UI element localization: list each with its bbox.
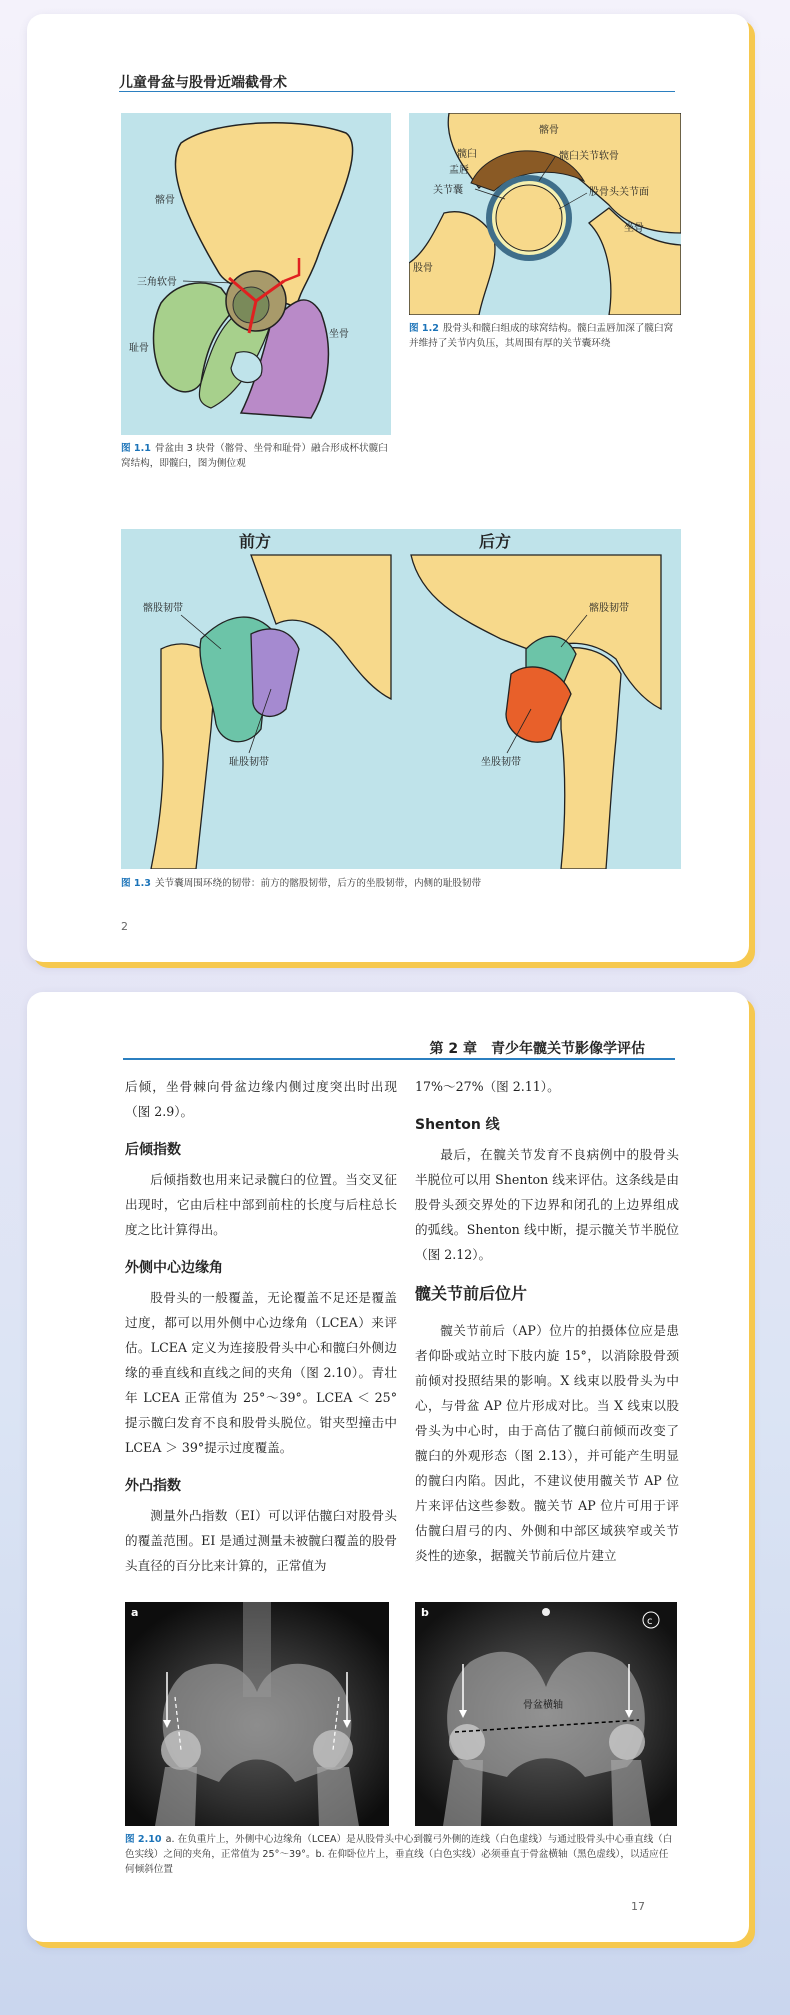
page-number: 17 — [631, 1900, 645, 1913]
section-heading: Shenton 线 — [415, 1117, 500, 1133]
header-rule — [119, 91, 675, 92]
label-iliofemoral-back: 髂股韧带 — [589, 603, 629, 614]
label-triradiate: 三角软骨 — [137, 277, 177, 288]
text-column-right — [415, 1074, 679, 1568]
paragraph: 后倾指数也用来记录髋臼的位置。当交叉征出现时，它由后柱中部到前柱的长度与后柱总长度之比计算得出。 — [125, 1172, 397, 1237]
running-head: 第 2 章 青少年髋关节影像学评估 — [429, 1041, 645, 1057]
section-heading: 外侧中心边缘角 — [125, 1260, 223, 1276]
label-ischium: 坐骨 — [624, 223, 644, 234]
figure-number: 图 1.1 — [121, 443, 151, 454]
obturator-foramen — [231, 352, 262, 383]
back-femur-shape — [561, 648, 621, 869]
pelvic-axis-label: 骨盆横轴 — [523, 1700, 563, 1711]
label-pubis: 耻骨 — [129, 343, 149, 354]
panel-letter-b: b — [421, 1606, 429, 1619]
paragraph: 测量外凸指数（EI）可以评估髋臼对股骨头的覆盖范围。EI 是通过测量未被髋臼覆盖的股骨头直径的百分比来计算的，正常值为 — [125, 1508, 397, 1573]
figure-1-1-caption: 图 1.1 骨盆由 3 块骨（髂骨、坐骨和耻骨）融合形成杯状髋臼窝结构，即髋臼，图为侧位观 — [121, 443, 388, 469]
label-labrum: 盂唇 — [449, 165, 469, 176]
femoral-head-left — [449, 1724, 485, 1760]
book-page-right — [27, 992, 749, 1942]
figure-number: 图 2.10 — [125, 1834, 162, 1845]
panel-letter-a: a — [131, 1606, 139, 1619]
page-number: 2 — [121, 920, 128, 933]
label-iliofemoral-front: 髂股韧带 — [143, 603, 183, 614]
section-heading: 外凸指数 — [125, 1478, 181, 1494]
book-page-left — [27, 14, 749, 962]
label-acetabulum: 髋臼 — [457, 149, 477, 160]
xray-a — [125, 1602, 389, 1826]
figure-1-2-illustration — [409, 113, 681, 315]
label-ischium: 坐骨 — [329, 329, 349, 340]
label-back: 后方 — [479, 532, 512, 551]
paragraph: 17%～27%（图 2.11）。 — [415, 1079, 560, 1094]
label-pubofemoral: 耻股韧带 — [229, 757, 269, 768]
figure-1-1-illustration — [121, 113, 391, 435]
label-ischiofemoral: 坐股韧带 — [481, 757, 521, 768]
label-femur: 股骨 — [413, 263, 433, 274]
label-front: 前方 — [239, 532, 272, 551]
section-heading: 髋关节前后位片 — [415, 1284, 528, 1303]
figure-2-10-caption: 图 2.10 a. 在负重片上，外侧中心边缘角（LCEA）是从股骨头中心到髋弓外侧的连线（白色虚线）与通过股骨头中心垂直线（白色实线）之间的夹角，正常值为 25°～39°。b. 在仰卧位片上，垂直线（白色实线）必须垂直于骨盆横轴（黑色虚线），以适应任何倾斜位置 — [125, 1834, 673, 1875]
paragraph: 髋关节前后（AP）位片的拍摄体位应是患者仰卧或站立时下肢内旋 15°，以消除股骨颈前倾对投照结果的影响。X 线束以股骨头为中心，与骨盆 AP 位片形成对比。当 X 线束以股骨头为中心时，由于高估了髋臼前倾而改变了髋臼的外观形态（图 2.13），并可能产生明显的髋臼内陷。因此，不建议使用髋关节 AP 位片来评估这些参数。髋关节 AP 位片可用于评估髋臼眉弓的内、外侧和中部区域狭窄或关节炎性的迹象，据髋关节前后位片建立 — [415, 1323, 679, 1563]
section-heading: 后倾指数 — [125, 1142, 181, 1158]
label-capsule: 关节囊 — [433, 185, 463, 196]
label-ilium: 髂骨 — [155, 195, 175, 206]
paragraph: 后倾，坐骨棘向骨盆边缘内侧过度突出时出现（图 2.9）。 — [125, 1079, 397, 1119]
front-pubofemoral-ligament — [251, 629, 299, 716]
spine-shadow — [243, 1602, 271, 1697]
figure-1-3-caption: 图 1.3 关节囊周围环绕的韧带：前方的髂股韧带，后方的坐股韧带，内侧的耻股韧带 — [121, 878, 482, 889]
header-rule — [123, 1058, 675, 1060]
figure-1-3-illustration — [121, 529, 681, 869]
figure-number: 图 1.3 — [121, 878, 151, 889]
figure-1-2-caption: 图 1.2 股骨头和髋臼组成的球窝结构。髋臼盂唇加深了髋臼窝并维持了关节内负压，其周围有厚的关节囊环绕 — [409, 323, 674, 349]
xray-b — [415, 1602, 677, 1826]
paragraph: 股骨头的一般覆盖，无论覆盖不足还是覆盖过度，都可以用外侧中心边缘角（LCEA）来评估。LCEA 定义为连接股骨头中心和髋臼外侧边缘的垂直线和直线之间的夹角（图 2.10）。青壮年 LCEA 正常值为 25°～39°。LCEA ＜ 25°提示髋臼发育不良和股骨头脱位。钳夹型撞击中 LCEA ＞ 39°提示过度覆盖。 — [125, 1290, 397, 1455]
text-column-left — [125, 1074, 397, 1578]
label-ilium: 髂骨 — [539, 125, 559, 136]
label-femoral-cartilage: 股骨头关节面 — [589, 187, 649, 198]
running-head: 儿童骨盆与股骨近端截骨术 — [119, 75, 287, 91]
femoral-head-right — [609, 1724, 645, 1760]
corner-mark: c — [647, 1616, 653, 1627]
figure-number: 图 1.2 — [409, 323, 439, 334]
paragraph: 最后，在髋关节发育不良病例中的股骨头半脱位可以用 Shenton 线来评估。这条线是由股骨头颈交界处的下边界和闭孔的上边界组成的弧线。Shenton 线中断，提示髋关节半脱位（图 2.12）。 — [415, 1147, 679, 1262]
label-acetabular-cartilage: 髋臼关节软骨 — [559, 151, 619, 162]
